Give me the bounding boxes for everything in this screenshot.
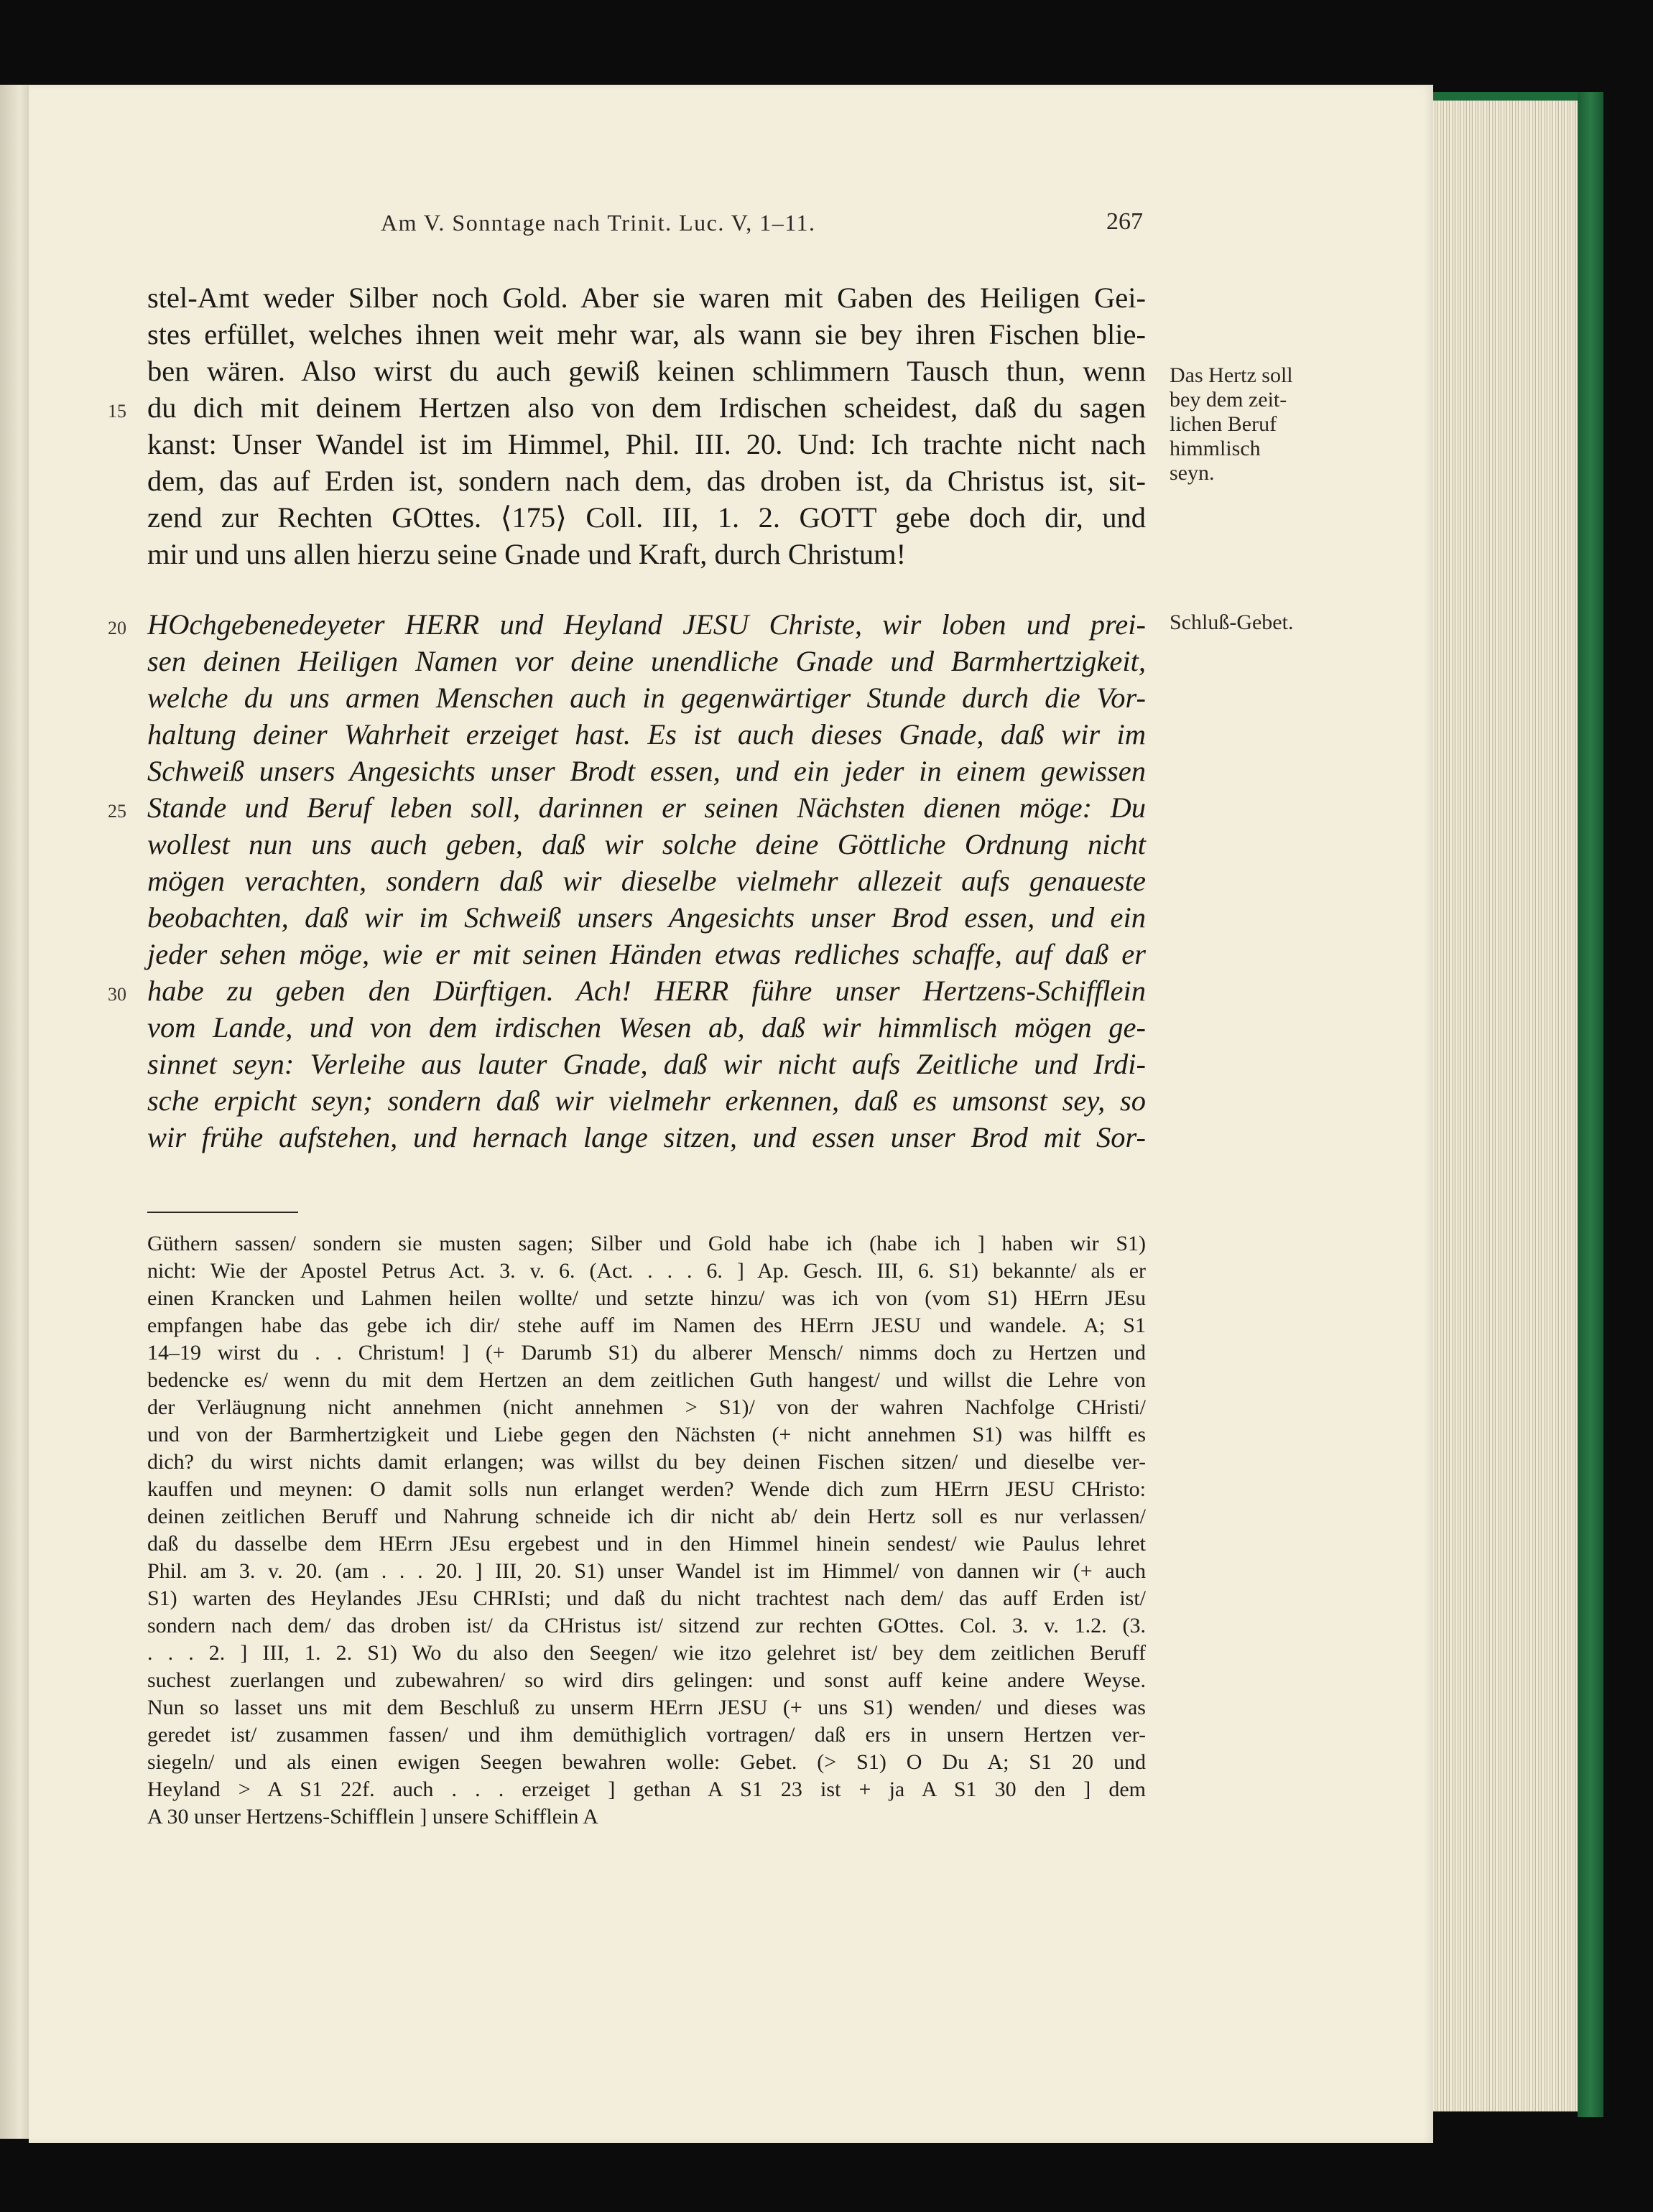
footnote-line: A 30 unser Hertzens-Schifflein ] unsere Schifflein A <box>147 1805 598 1828</box>
margin-note-line: seyn. <box>1170 461 1215 485</box>
footnote-line: . . . 2. ] III, 1. 2. S1) Wo du also den Seegen/ wie itzo gelehret ist/ bey dem zeitlichen Beruff <box>147 1641 1146 1665</box>
text-line: wir frühe aufstehen, und hernach lange sitzen, und essen unser Brod mit Sor- <box>147 1121 1146 1153</box>
footnote-line: Nun so lasset uns mit dem Beschluß zu unserm HErrn JESU (+ uns S1) wenden/ und dieses was <box>147 1696 1146 1719</box>
footnote-line: daß du dasselbe dem HErrn JEsu ergebest und in den Himmel hinein sendest/ wie Paulus lehret <box>147 1532 1146 1556</box>
text-line: vom Lande, und von dem irdischen Wesen ab, daß wir himmlisch mögen ge- <box>147 1011 1146 1044</box>
margin-note-line: Das Hertz soll <box>1170 363 1293 387</box>
line-number-20: 20 <box>108 618 126 638</box>
margin-note-line: himmlisch <box>1170 437 1261 460</box>
line-number-25: 25 <box>108 801 126 822</box>
footnote-line: geredet ist/ zusammen fassen/ und ihm demüthiglich vortragen/ daß ers in unsern Hertzen ver- <box>147 1723 1146 1747</box>
text-line: mögen verachten, sondern daß wir dieselbe vielmehr allezeit aufs genaueste <box>147 865 1146 897</box>
line-number-15: 15 <box>108 401 126 422</box>
margin-note-1 <box>1170 363 1342 485</box>
text-line: kanst: Unser Wandel ist im Himmel, Phil. III. 20. Und: Ich trachte nicht nach <box>147 428 1146 460</box>
text-line: ben wären. Also wirst du auch gewiß keinen schlimmern Tausch thun, wenn <box>147 355 1146 387</box>
footnote-line: empfangen habe das gebe ich dir/ stehe auff im Namen des HErrn JESU und wandele. A; S1 <box>147 1314 1146 1337</box>
footnote-line: siegeln/ und als einen ewigen Seegen bewahren wolle: Gebet. (> S1) O Du A; S1 20 und <box>147 1750 1146 1774</box>
margin-note-line: lichen Beruf <box>1170 412 1277 436</box>
footnote-line: S1) warten des Heylandes JEsu CHRIsti; und daß du nicht trachtest nach dem/ das auff Erden ist/ <box>147 1586 1146 1610</box>
footnote-line: deinen zeitlichen Beruff und Nahrung schneide ich dir nicht ab/ dein Hertz soll es nur verlassen/ <box>147 1505 1146 1528</box>
footnote-line: der Verläugnung nicht annehmen (nicht annehmen > S1)/ von der wahren Nachfolge CHristi/ <box>147 1395 1146 1419</box>
line-number-30: 30 <box>108 984 126 1005</box>
text-line: jeder sehen möge, wie er mit seinen Händen etwas redliches schaffe, auf daß er <box>147 938 1146 970</box>
running-title: Am V. Sonntage nach Trinit. Luc. V, 1–11. <box>381 210 816 236</box>
text-line: sche erpicht seyn; sondern daß wir vielmehr erkennen, daß es umsonst sey, so <box>147 1084 1146 1117</box>
footnote-line: sondern nach dem/ das droben ist/ da CHristus ist/ sitzend zur rechten GOttes. Col. 3. v. 1.2. (3. <box>147 1614 1146 1637</box>
page-number: 267 <box>1106 208 1143 235</box>
text-line: sen deinen Heiligen Namen vor deine unendliche Gnade und Barmhertzigkeit, <box>147 645 1146 677</box>
footnote-line: bedencke es/ wenn du mit dem Hertzen an dem zeitlichen Guth hangest/ und willst die Lehre von <box>147 1368 1146 1392</box>
footnote-line: Phil. am 3. v. 20. (am . . . 20. ] III, 20. S1) unser Wandel ist im Himmel/ von dannen wir (+ auch <box>147 1559 1146 1583</box>
footnote-line: und von der Barmhertzigkeit und Liebe gegen den Nächsten (+ nicht annehmen S1) was hilfft es <box>147 1423 1146 1446</box>
footnote-line: suchest zuerlangen und zubewahren/ so wird dirs gelingen: und sonst auff keine andere Weyse. <box>147 1668 1146 1692</box>
text-line: Schweiß unsers Angesichts unser Brodt essen, und ein jeder in einem gewissen <box>147 755 1146 787</box>
footnote-line: Heyland > A S1 22f. auch . . . erzeiget ] gethan A S1 23 ist + ja A S1 30 den ] dem <box>147 1778 1146 1801</box>
book-cover-spine <box>1578 92 1603 2117</box>
footnote-line: dich? du wirst nichts damit erlangen; was willst du bey deinen Fischen sitzen/ und dieselbe ver- <box>147 1450 1146 1474</box>
footnote-line: 14–19 wirst du . . Christum! ] (+ Darumb S1) du alberer Mensch/ nimms doch zu Hertzen und <box>147 1341 1146 1365</box>
margin-note-line: Schluß-Gebet. <box>1170 610 1294 634</box>
footnote-line: einen Krancken und Lahmen heilen wollte/ und setzte hinzu/ was ich von (vom S1) HErrn JEsu <box>147 1286 1146 1310</box>
footnote-line: Güthern sassen/ sondern sie musten sagen; Silber und Gold habe ich (habe ich ] haben wir S1) <box>147 1232 1146 1255</box>
text-line: HOchgebenedeyeter HERR und Heyland JESU Christe, wir loben und prei- <box>147 608 1146 641</box>
text-line: dem, das auf Erden ist, sondern nach dem, das droben ist, da Christus ist, sit- <box>147 465 1146 497</box>
text-line: sinnet seyn: Verleihe aus lauter Gnade, daß wir nicht aufs Zeitliche und Irdi- <box>147 1048 1146 1080</box>
text-line: zend zur Rechten GOttes. ⟨175⟩ Coll. III, 1. 2. GOTT gebe doch dir, und <box>147 501 1146 534</box>
footnote-line: nicht: Wie der Apostel Petrus Act. 3. v. 6. (Act. . . . 6. ] Ap. Gesch. III, 6. S1) bekannte/ als er <box>147 1259 1146 1283</box>
text-line: Stande und Beruf leben soll, darinnen er seinen Nächsten dienen möge: Du <box>147 791 1146 824</box>
text-line: du dich mit deinem Hertzen also von dem Irdischen scheidest, daß du sagen <box>147 391 1146 424</box>
text-line: habe zu geben den Dürftigen. Ach! HERR führe unser Hertzens-Schifflein <box>147 975 1146 1007</box>
margin-note-2 <box>1170 610 1342 635</box>
text-line: haltung deiner Wahrheit erzeiget hast. Es ist auch dieses Gnade, daß wir im <box>147 718 1146 750</box>
left-page-edge <box>0 85 29 2139</box>
footnote-rule <box>147 1212 298 1213</box>
text-line: wollest nun uns auch geben, daß wir solche deine Göttliche Ordnung nicht <box>147 828 1146 860</box>
text-line: beobachten, daß wir im Schweiß unsers Angesichts unser Brod essen, und ein <box>147 901 1146 934</box>
page-stack-edge <box>1430 101 1579 2111</box>
text-line: stes erfüllet, welches ihnen weit mehr war, als wann sie bey ihren Fischen blie- <box>147 318 1146 350</box>
margin-note-line: bey dem zeit- <box>1170 388 1287 412</box>
text-line: welche du uns armen Menschen auch in gegenwärtiger Stunde durch die Vor- <box>147 682 1146 714</box>
text-line: mir und uns allen hierzu seine Gnade und Kraft, durch Christum! <box>147 538 907 570</box>
text-line: stel-Amt weder Silber noch Gold. Aber sie waren mit Gaben des Heiligen Gei- <box>147 282 1146 314</box>
footnote-line: kauffen und meynen: O damit solls nun erlanget werden? Wende dich zum HErrn JESU CHristo: <box>147 1477 1146 1501</box>
